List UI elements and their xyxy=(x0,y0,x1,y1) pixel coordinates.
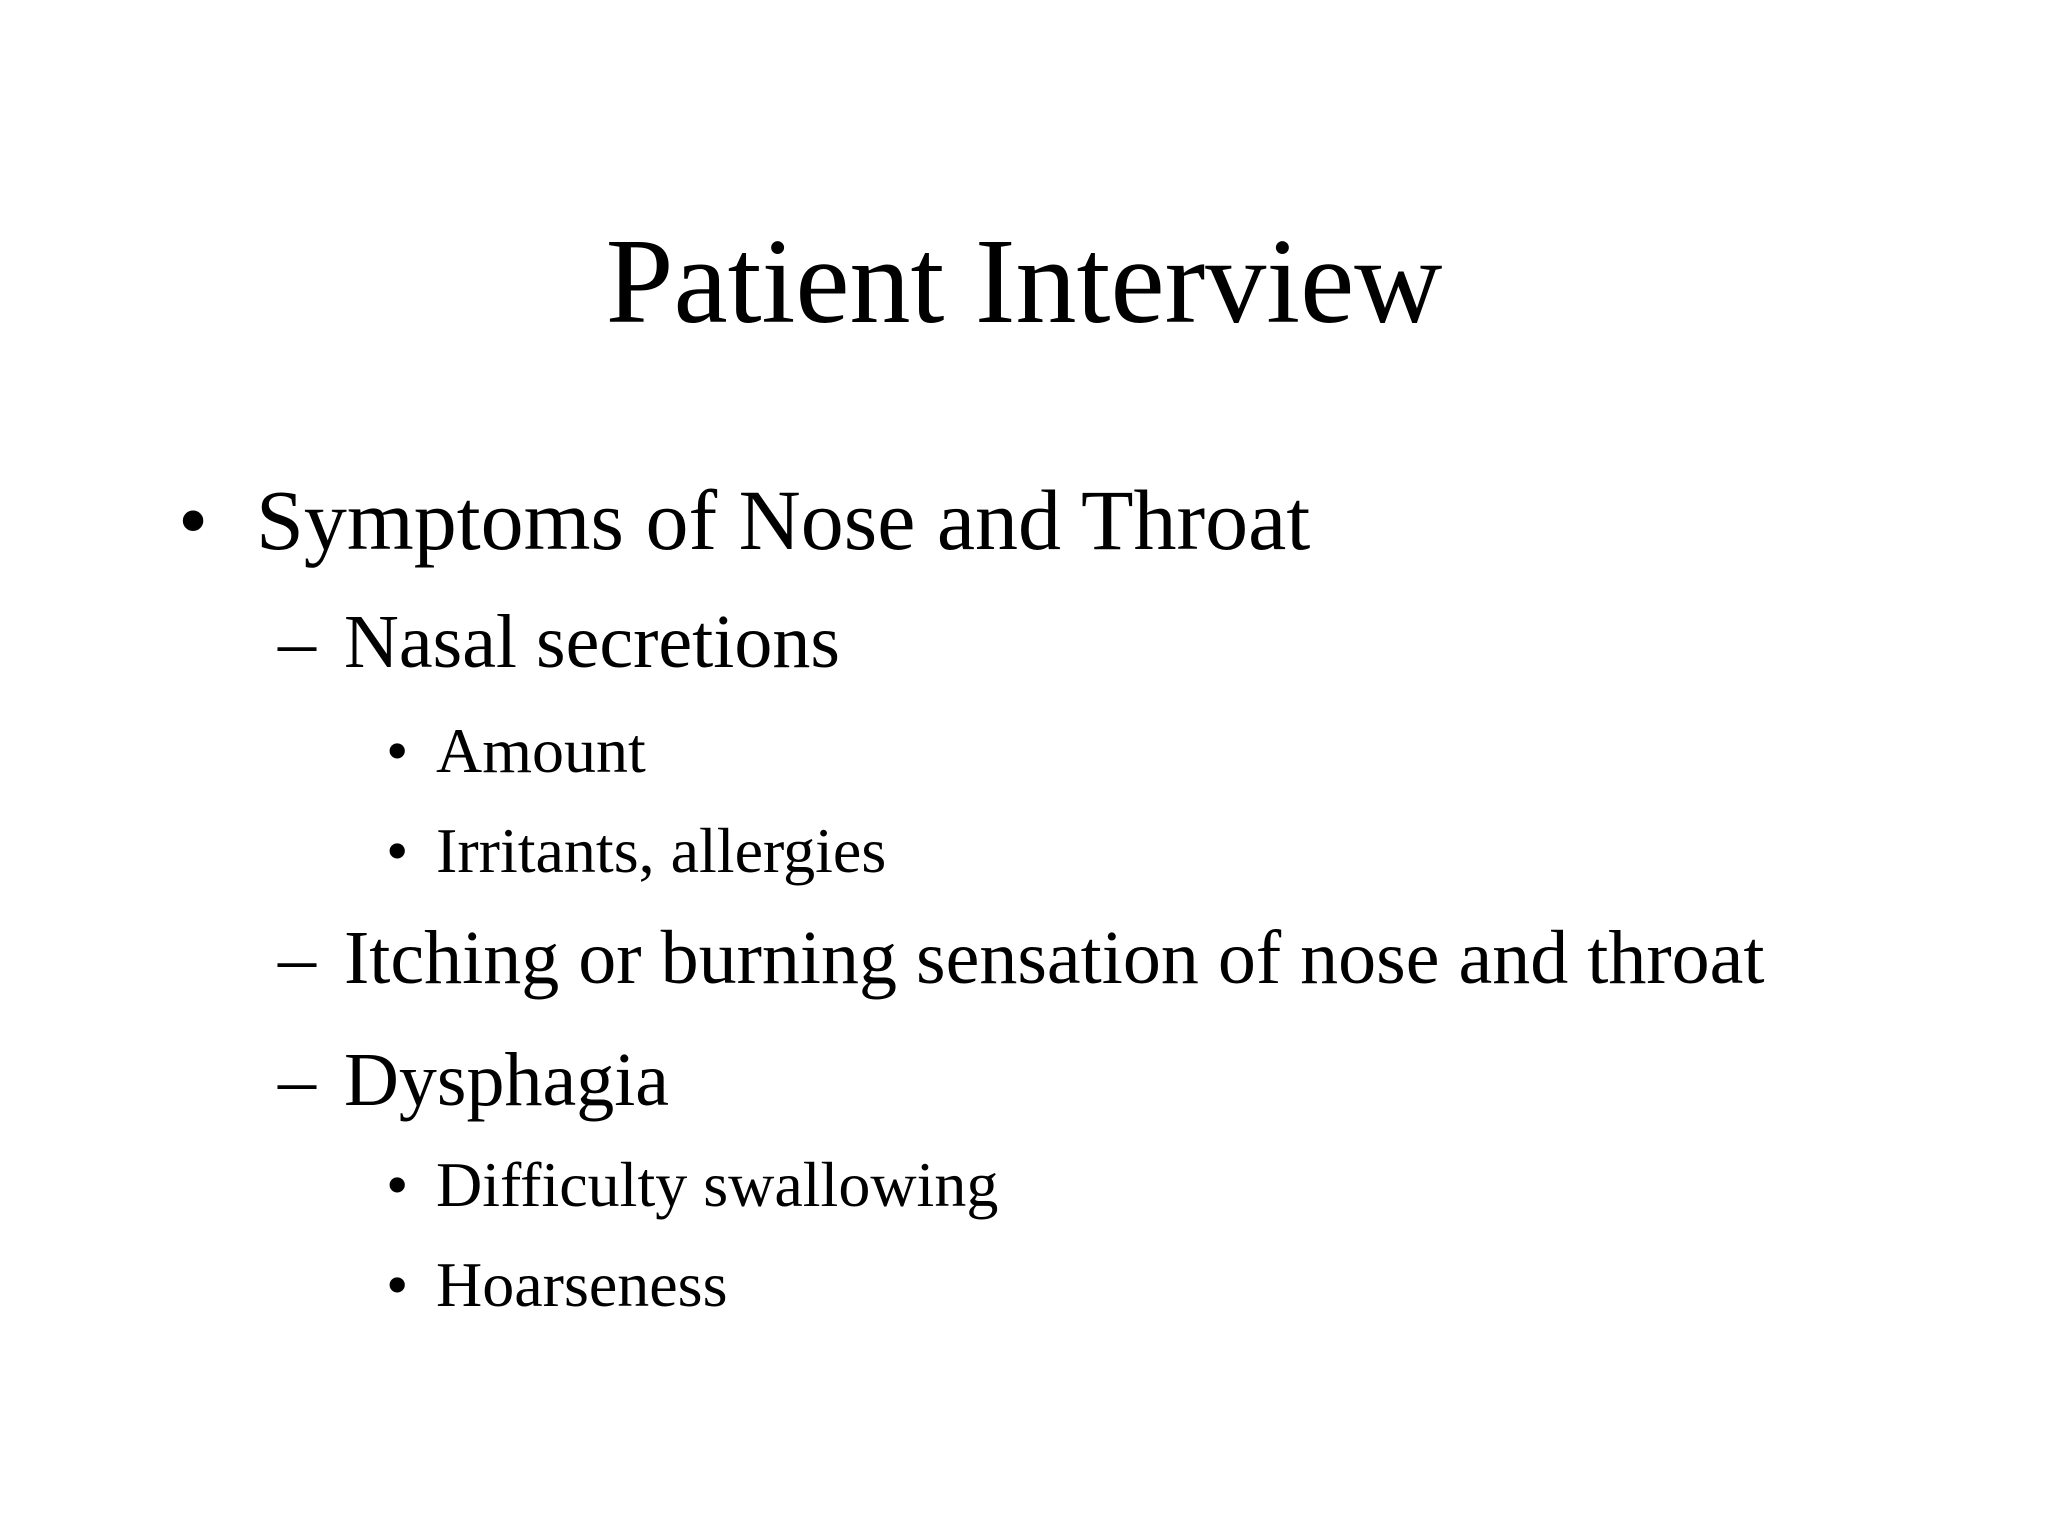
bullet-item-hoarseness: Hoarseness xyxy=(436,1249,728,1320)
bullet-item-difficulty-swallowing: Difficulty swallowing xyxy=(436,1149,999,1220)
bullet-item-dysphagia: Dysphagia xyxy=(344,1038,670,1122)
bullet-marker: • xyxy=(386,1149,409,1220)
bullet-marker: • xyxy=(386,715,409,786)
bullet-item-nasal-secretions: Nasal secretions xyxy=(344,600,840,684)
dash-marker: – xyxy=(278,916,316,1000)
bullet-marker: • xyxy=(178,472,209,568)
bullet-item-symptoms: Symptoms of Nose and Throat xyxy=(256,472,1311,568)
bullet-marker: • xyxy=(386,815,409,886)
bullet-item-amount: Amount xyxy=(436,715,646,786)
bullet-item-irritants: Irritants, allergies xyxy=(436,815,887,886)
dash-marker: – xyxy=(278,600,316,684)
bullet-marker: • xyxy=(386,1249,409,1320)
bullet-item-itching: Itching or burning sensation of nose and throat xyxy=(344,916,1765,1000)
slide-title: Patient Interview xyxy=(605,214,1443,349)
dash-marker: – xyxy=(278,1038,316,1122)
